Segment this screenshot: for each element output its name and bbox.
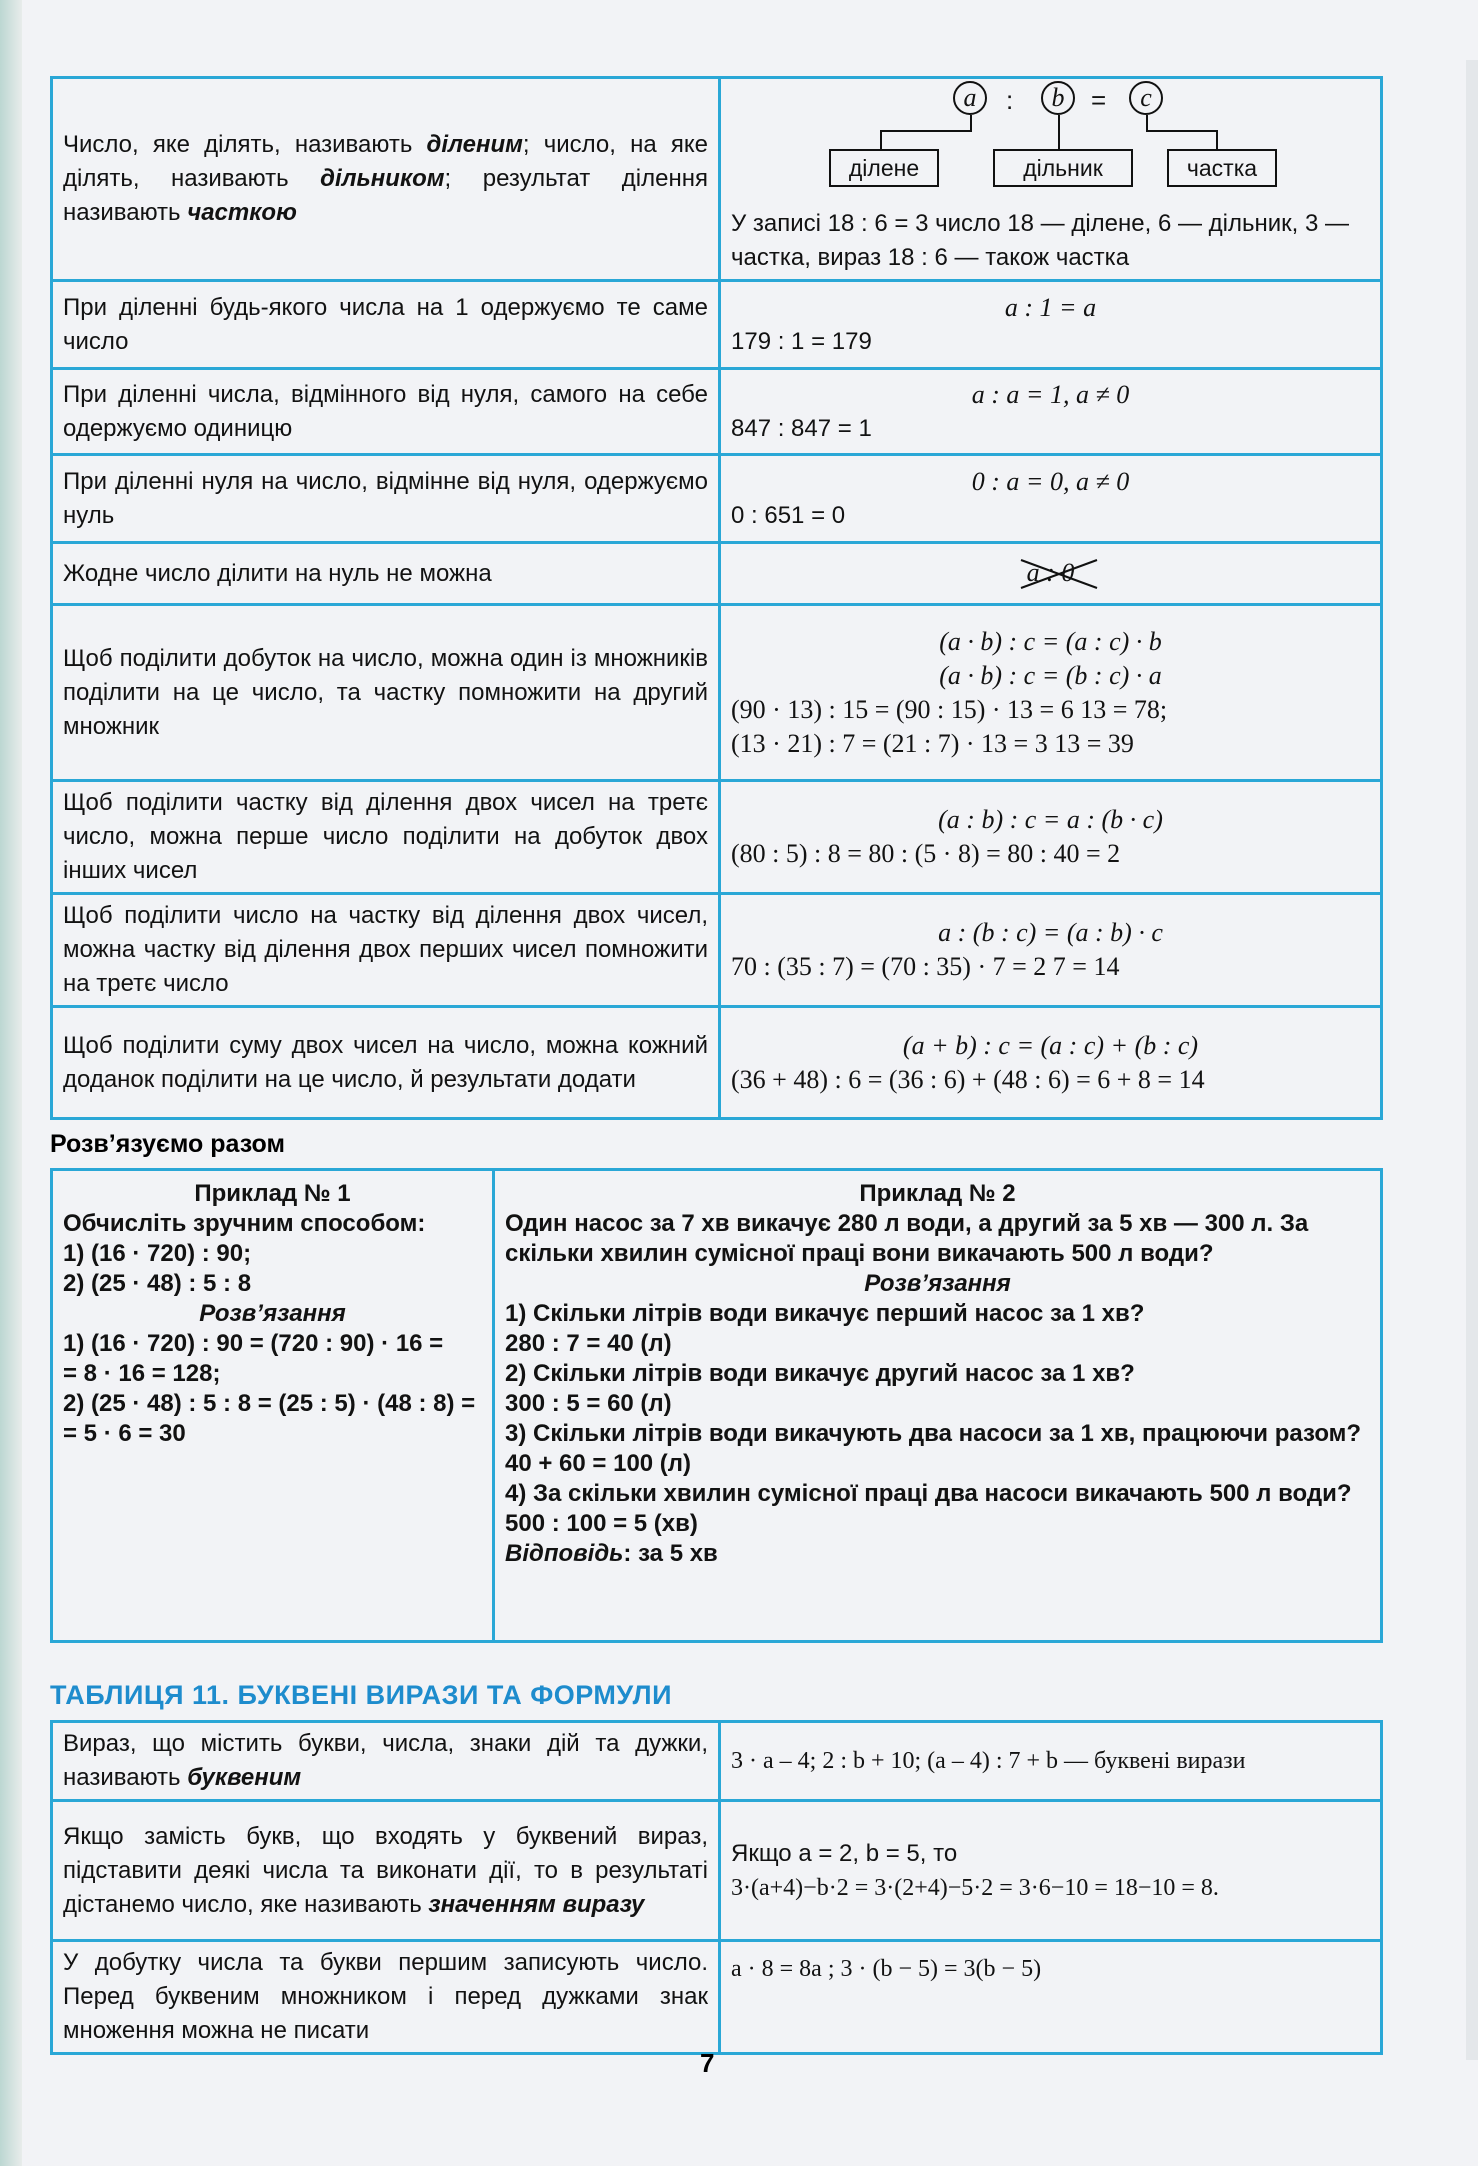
table-row [52,543,1382,605]
page-edge [1466,60,1478,2060]
example-cell: 3 · a – 4; 2 : b + 10; (a – 4) : 7 + b — буквені вирази [720,1722,1382,1801]
table-11-heading: ТАБЛИЦЯ 11. БУКВЕНІ ВИРАЗИ ТА ФОРМУЛИ [50,1680,673,1710]
example: (80 : 5) : 8 = 80 : (5 · 8) = 80 : 40 = 2 [731,839,1121,868]
rule-cell: Щоб поділити число на частку від ділення двох чисел, можна частку від ділення двох перших чисел помножити на третє число [52,894,720,1007]
solution-answer: 300 : 5 = 60 (л) [505,1390,672,1417]
example-1-task: Обчисліть зручним способом: [63,1210,426,1237]
divisor-label: дільник [993,149,1133,187]
table-row [52,1722,1382,1801]
example-1-item: 1) (16 · 720) : 90; [63,1240,252,1267]
rule-cell: Вираз, що містить букви, числа, знаки дій та дужки, називають буквеним [52,1722,720,1801]
example-1-cell [52,1170,494,1642]
formula: a : 1 = a [1004,292,1097,322]
table-row [52,78,1382,281]
table-row [52,605,1382,781]
solution-heading: Розв’язання [199,1300,346,1327]
example-2-cell [494,1170,1382,1642]
solution-answer: 500 : 100 = 5 (хв) [505,1510,698,1537]
cross-out-icon [1017,556,1101,592]
rule-cell: У добутку числа та букви першим записують число. Перед буквеним множником і перед дужками знак множення можна не писати [52,1941,720,2054]
example-cell [720,894,1382,1007]
table-row [52,1170,1382,1642]
solution-answer: 280 : 7 = 40 (л) [505,1330,672,1357]
example: 0 : 651 = 0 [731,501,846,529]
example-cell [720,369,1382,455]
example-2-task: Один насос за 7 хв викачує 280 л води, а другий за 5 хв — 300 л. За скільки хвилин сумісної праці вони викачають 500 л води? [505,1210,1309,1267]
rule-cell: Щоб поділити добуток на число, можна один із множників поділити на це число, та частку помножити на другий множник [52,605,720,781]
dividend-symbol: a [953,81,987,115]
division-properties-table [50,76,1383,1120]
division-example: У записі 18 : 6 = 3 число 18 — ділене, 6 — дільник, 3 — частка, вираз 18 : 6 — також частка [731,210,1349,271]
final-answer: Відповідь: за 5 хв [505,1540,718,1567]
example-cell [720,1801,1382,1941]
rule-cell: Якщо замість букв, що входять у буквений вираз, підставити деякі числа та виконати дії, то в результаті дістанемо число, яке називають значенням виразу [52,1801,720,1941]
formula: (a + b) : c = (a : c) + (b : c) [902,1030,1199,1060]
table-row [52,369,1382,455]
example: 179 : 1 = 179 [731,327,872,355]
dividend-label: ділене [829,149,939,187]
solution-question: 2) Скільки літрів води викачує другий насос за 1 хв? [505,1360,1135,1387]
rule-cell: Щоб поділити частку від ділення двох чисел на третє число, можна перше число поділити на добуток двох інших чисел [52,781,720,894]
formula: a : a = 1, a ≠ 0 [971,379,1130,409]
formula: (a · b) : c = (a : c) · b [939,626,1162,656]
division-diagram [731,85,1370,195]
table-row [52,455,1382,543]
forbidden-formula [1027,556,1075,591]
rule-cell: Щоб поділити суму двох чисел на число, можна кожний доданок поділити на це число, й результати додати [52,1007,720,1119]
solution-heading: Розв’язання [864,1270,1011,1297]
rule-cell: При діленні нуля на число, відмінне від нуля, одержуємо нуль [52,455,720,543]
example: 70 : (35 : 7) = (70 : 35) · 7 = 2 7 = 14 [731,952,1120,981]
rule-cell: При діленні будь-якого числа на 1 одержуємо те саме число [52,281,720,369]
solution-line: = 8 · 16 = 128; [63,1360,221,1387]
formula: a : (b : c) = (a : b) · c [938,918,1163,947]
example-2-title: Приклад № 2 [859,1180,1016,1207]
example-cell [720,281,1382,369]
equals-sign: = [1091,85,1107,115]
rule-cell: Жодне число ділити на нуль не можна [52,543,720,605]
example: 847 : 847 = 1 [731,414,872,442]
example: Якщо a = 2, b = 5, то [731,1839,958,1867]
solution-line: 1) (16 · 720) : 90 = (720 : 90) · 16 = [63,1330,444,1357]
solution-line: 2) (25 · 48) : 5 : 8 = (25 : 5) · (48 : 8) = [63,1390,476,1417]
example-1-item: 2) (25 · 48) : 5 : 8 [63,1270,252,1297]
quotient-symbol: c [1129,81,1163,115]
formula: (a : b) : c = a : (b · c) [938,805,1163,834]
example-cell [720,78,1382,281]
solution-question: 3) Скільки літрів води викачують два насоси за 1 хв, працюючи разом? [505,1420,1362,1447]
table-row [52,1007,1382,1119]
formula: 0 : a = 0, a ≠ 0 [971,466,1130,496]
table-row [52,781,1382,894]
example-cell [720,781,1382,894]
example-cell [720,455,1382,543]
example-cell [720,605,1382,781]
divisor-symbol: b [1041,81,1075,115]
table-row [52,1801,1382,1941]
section-heading: Розв’язуємо разом [50,1130,285,1158]
formula: a : 0 [1026,558,1075,587]
example: 3·(a+4)−b·2 = 3·(2+4)−5·2 = 3·6−10 = 18−10 = 8. [731,1874,1219,1901]
rule-cell: Число, яке ділять, називають діленим; число, на яке ділять, називають дільником; результат ділення називають часткою [52,78,720,281]
example: (36 + 48) : 6 = (36 : 6) + (48 : 6) = 6 + 8 = 14 [731,1064,1205,1094]
worked-examples-table [50,1168,1383,1643]
example-cell [720,1007,1382,1119]
book-spine-shadow [0,0,22,2166]
division-sign: : [1006,85,1014,115]
solution-answer: 40 + 60 = 100 (л) [505,1450,692,1477]
table-row [52,281,1382,369]
solution-question: 4) За скільки хвилин сумісної праці два насоси викачають 500 л води? [505,1480,1352,1507]
rule-cell: При діленні числа, відмінного від нуля, самого на себе одержуємо одиницю [52,369,720,455]
formula: (a · b) : c = (b : c) · a [939,660,1162,690]
example-cell [720,543,1382,605]
solution-line: = 5 · 6 = 30 [63,1420,186,1447]
example: (13 · 21) : 7 = (21 : 7) · 13 = 3 13 = 39 [731,728,1134,758]
table-row [52,894,1382,1007]
quotient-label: частка [1167,149,1277,187]
example-cell: a · 8 = 8a ; 3 · (b − 5) = 3(b − 5) [720,1941,1382,2054]
example: (90 · 13) : 15 = (90 : 15) · 13 = 6 13 = 78; [731,694,1168,724]
example-1-title: Приклад № 1 [194,1180,351,1207]
letter-expressions-table [50,1720,1383,2055]
page-number: 7 [700,2048,715,2078]
solution-question: 1) Скільки літрів води викачує перший насос за 1 хв? [505,1300,1145,1327]
table-row [52,1941,1382,2054]
